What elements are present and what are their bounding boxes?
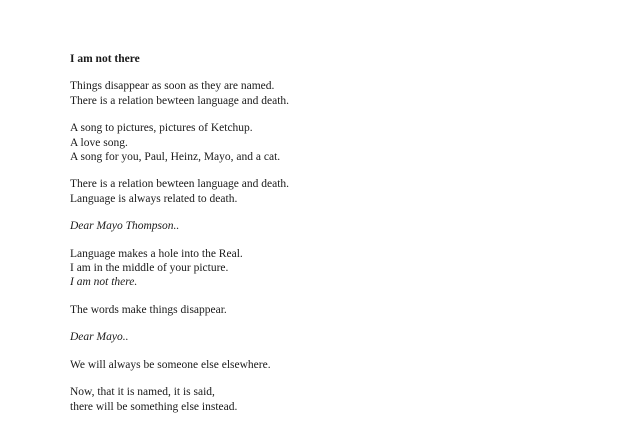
poem-line: I am not there. (70, 276, 138, 289)
poem-line: there will be something else instead. (70, 400, 238, 413)
stanza (70, 177, 490, 206)
stanza (70, 330, 490, 344)
stanza (70, 247, 490, 290)
poem-line: The words make things disappear. (70, 303, 227, 316)
stanza (70, 121, 490, 164)
poem-line: Dear Mayo.. (70, 331, 129, 344)
poem-body (70, 79, 490, 414)
poem-line: A song for you, Paul, Heinz, Mayo, and a cat. (70, 151, 281, 164)
poem-line: There is a relation bewteen language and death. (70, 94, 290, 107)
poem-line: A love song. (70, 136, 128, 149)
poem-line: Dear Mayo Thompson.. (70, 220, 180, 233)
poem-line: A song to pictures, pictures of Ketchup. (70, 122, 253, 135)
stanza (70, 385, 490, 414)
poem-line: There is a relation bewteen language and death. (70, 178, 290, 191)
stanza (70, 358, 490, 372)
stanza (70, 303, 490, 317)
poem-line: We will always be someone else elsewhere. (70, 358, 271, 371)
poem-line: I am in the middle of your picture. (70, 262, 229, 275)
stanza (70, 79, 490, 108)
poem (70, 52, 490, 427)
poem-line: Language makes a hole into the Real. (70, 247, 243, 260)
poem-line: Now, that it is named, it is said, (70, 386, 215, 399)
poem-line: Things disappear as soon as they are named. (70, 80, 275, 93)
poem-title: I am not there (70, 53, 140, 65)
poem-line: Language is always related to death. (70, 192, 238, 205)
stanza (70, 219, 490, 233)
